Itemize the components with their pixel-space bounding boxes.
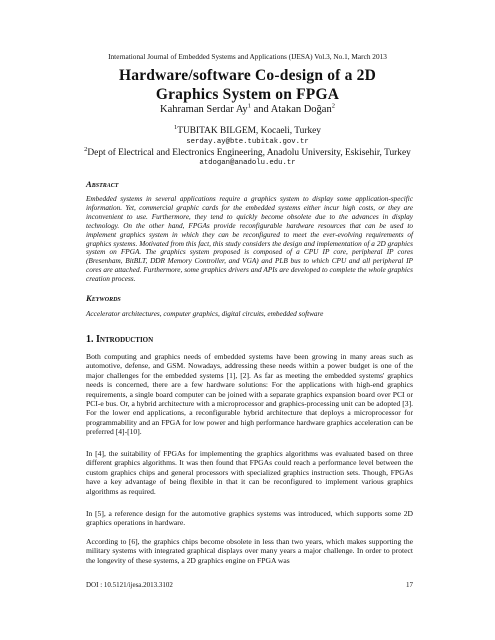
intro-paragraph-1: Both computing and graphics needs of embedded systems have been growing in many areas such as automotive, defense, and GSM. Nowadays, addressing these needs within a power budget is one of the major challenges for the embedded systems [1], [2]. As far as meeting the embedded systems' graphics needs is concerned, there are a few hardware solutions: For the applications with high-end graphics requirements, a single board computer can be joined with a separate graphics expansion board over PCI or PCI-e bus. Or, a hybrid architecture with a microprocessor and graphics-processing unit can be adopted [3]. For the lower end applications, a reconfigurable hybrid architecture that deploys a microprocessor for programmability and an FPGA for low power and high performance hardware graphics acceleration can be preferred [4]-[10]. [86, 352, 413, 437]
title-line-2: Graphics System on FPGA [155, 86, 340, 103]
affiliation-2 [0, 145, 495, 159]
doi-footer: DOI : 10.5121/ijesa.2013.3102 [86, 581, 173, 589]
affiliation-2-name: Dept of Electrical and Electronics Engineering, Anadolu University, Eskisehir, Turkey [87, 148, 411, 158]
title-line-1: Hardware/software Co-design of a 2D [119, 67, 376, 84]
introduction-heading: 1. Introduction [86, 334, 154, 345]
keywords-heading: Keywords [86, 293, 121, 303]
abstract-heading: Abstract [86, 179, 119, 189]
affiliation-2-email: atdogan@anadolu.edu.tr [199, 159, 296, 167]
affiliation-1-email: serday.ay@bte.tubitak.gov.tr [186, 138, 309, 146]
author-2: Atakan Doğan [270, 104, 332, 115]
abstract-text: Embedded systems in several applications require a graphics system to display some application-specific information. Yet, commercial graphic cards for the embedded systems either incur high costs, or they are inconvenient to use. Furthermore, they tend to quickly become obsolete due to the advances in display technology. On the other hand, FPGAs provide reconfigurable hardware resources that can be used to implement graphics system in which they can be reconfigured to meet the ever-evolving requirements of graphics systems. Motivated from this fact, this study considers the design and implementation of a 2D graphics system on FPGA. The graphics system proposed is composed of a CPU IP core, peripheral IP cores (Bresenham, BitBLT, DDR Memory Controller, and VGA) and PLB bus to which CPU and all peripheral IP cores are attached. Furthermore, some graphics drivers and APIs are developed to complete the whole graphics creation process. [86, 195, 413, 284]
intro-paragraph-2: In [4], the suitability of FPGAs for implementing the graphics algorithms was evaluated based on three different graphics algorithms. It was then found that FPGAs could reach a performance level between the custom graphics chips and general processors with specialized graphics instruction sets. Though, FPGAs have a key advantage of being flexible in that it can be reconfigured to implement various graphics algorithms as required. [86, 449, 413, 496]
journal-header: International Journal of Embedded Systems and Applications (IJESA) Vol.3, No.1, March 2013 [108, 52, 387, 61]
affiliation-1 [0, 123, 495, 137]
author-1: Kahraman Serdar Ay [160, 104, 248, 115]
author-conjunction: and [250, 104, 271, 115]
page-number: 17 [406, 581, 413, 589]
intro-paragraph-4: According to [6], the graphics chips become obsolete in less than two years, which makes supporting the military systems with integrated graphical displays over many years a major challenge. In order to protect the longevity of these systems, a 2D graphics engine on FPGA was [86, 537, 413, 565]
affiliation-1-sup: 1 [173, 123, 178, 131]
affiliation-2-sup: 2 [84, 145, 88, 153]
affiliation-1-name: TUBITAK BILGEM, Kocaeli, Turkey [177, 126, 321, 136]
intro-paragraph-3: In [5], a reference design for the automotive graphics systems was introduced, which supports some 2D graphics operations in hardware. [86, 509, 413, 528]
keywords-text: Accelerator architectures, computer graphics, digital circuits, embedded software [86, 310, 324, 318]
author-line [0, 103, 495, 116]
paper-title [0, 66, 495, 104]
author-1-sup: 1 [247, 102, 251, 110]
author-2-sup: 2 [331, 102, 335, 110]
